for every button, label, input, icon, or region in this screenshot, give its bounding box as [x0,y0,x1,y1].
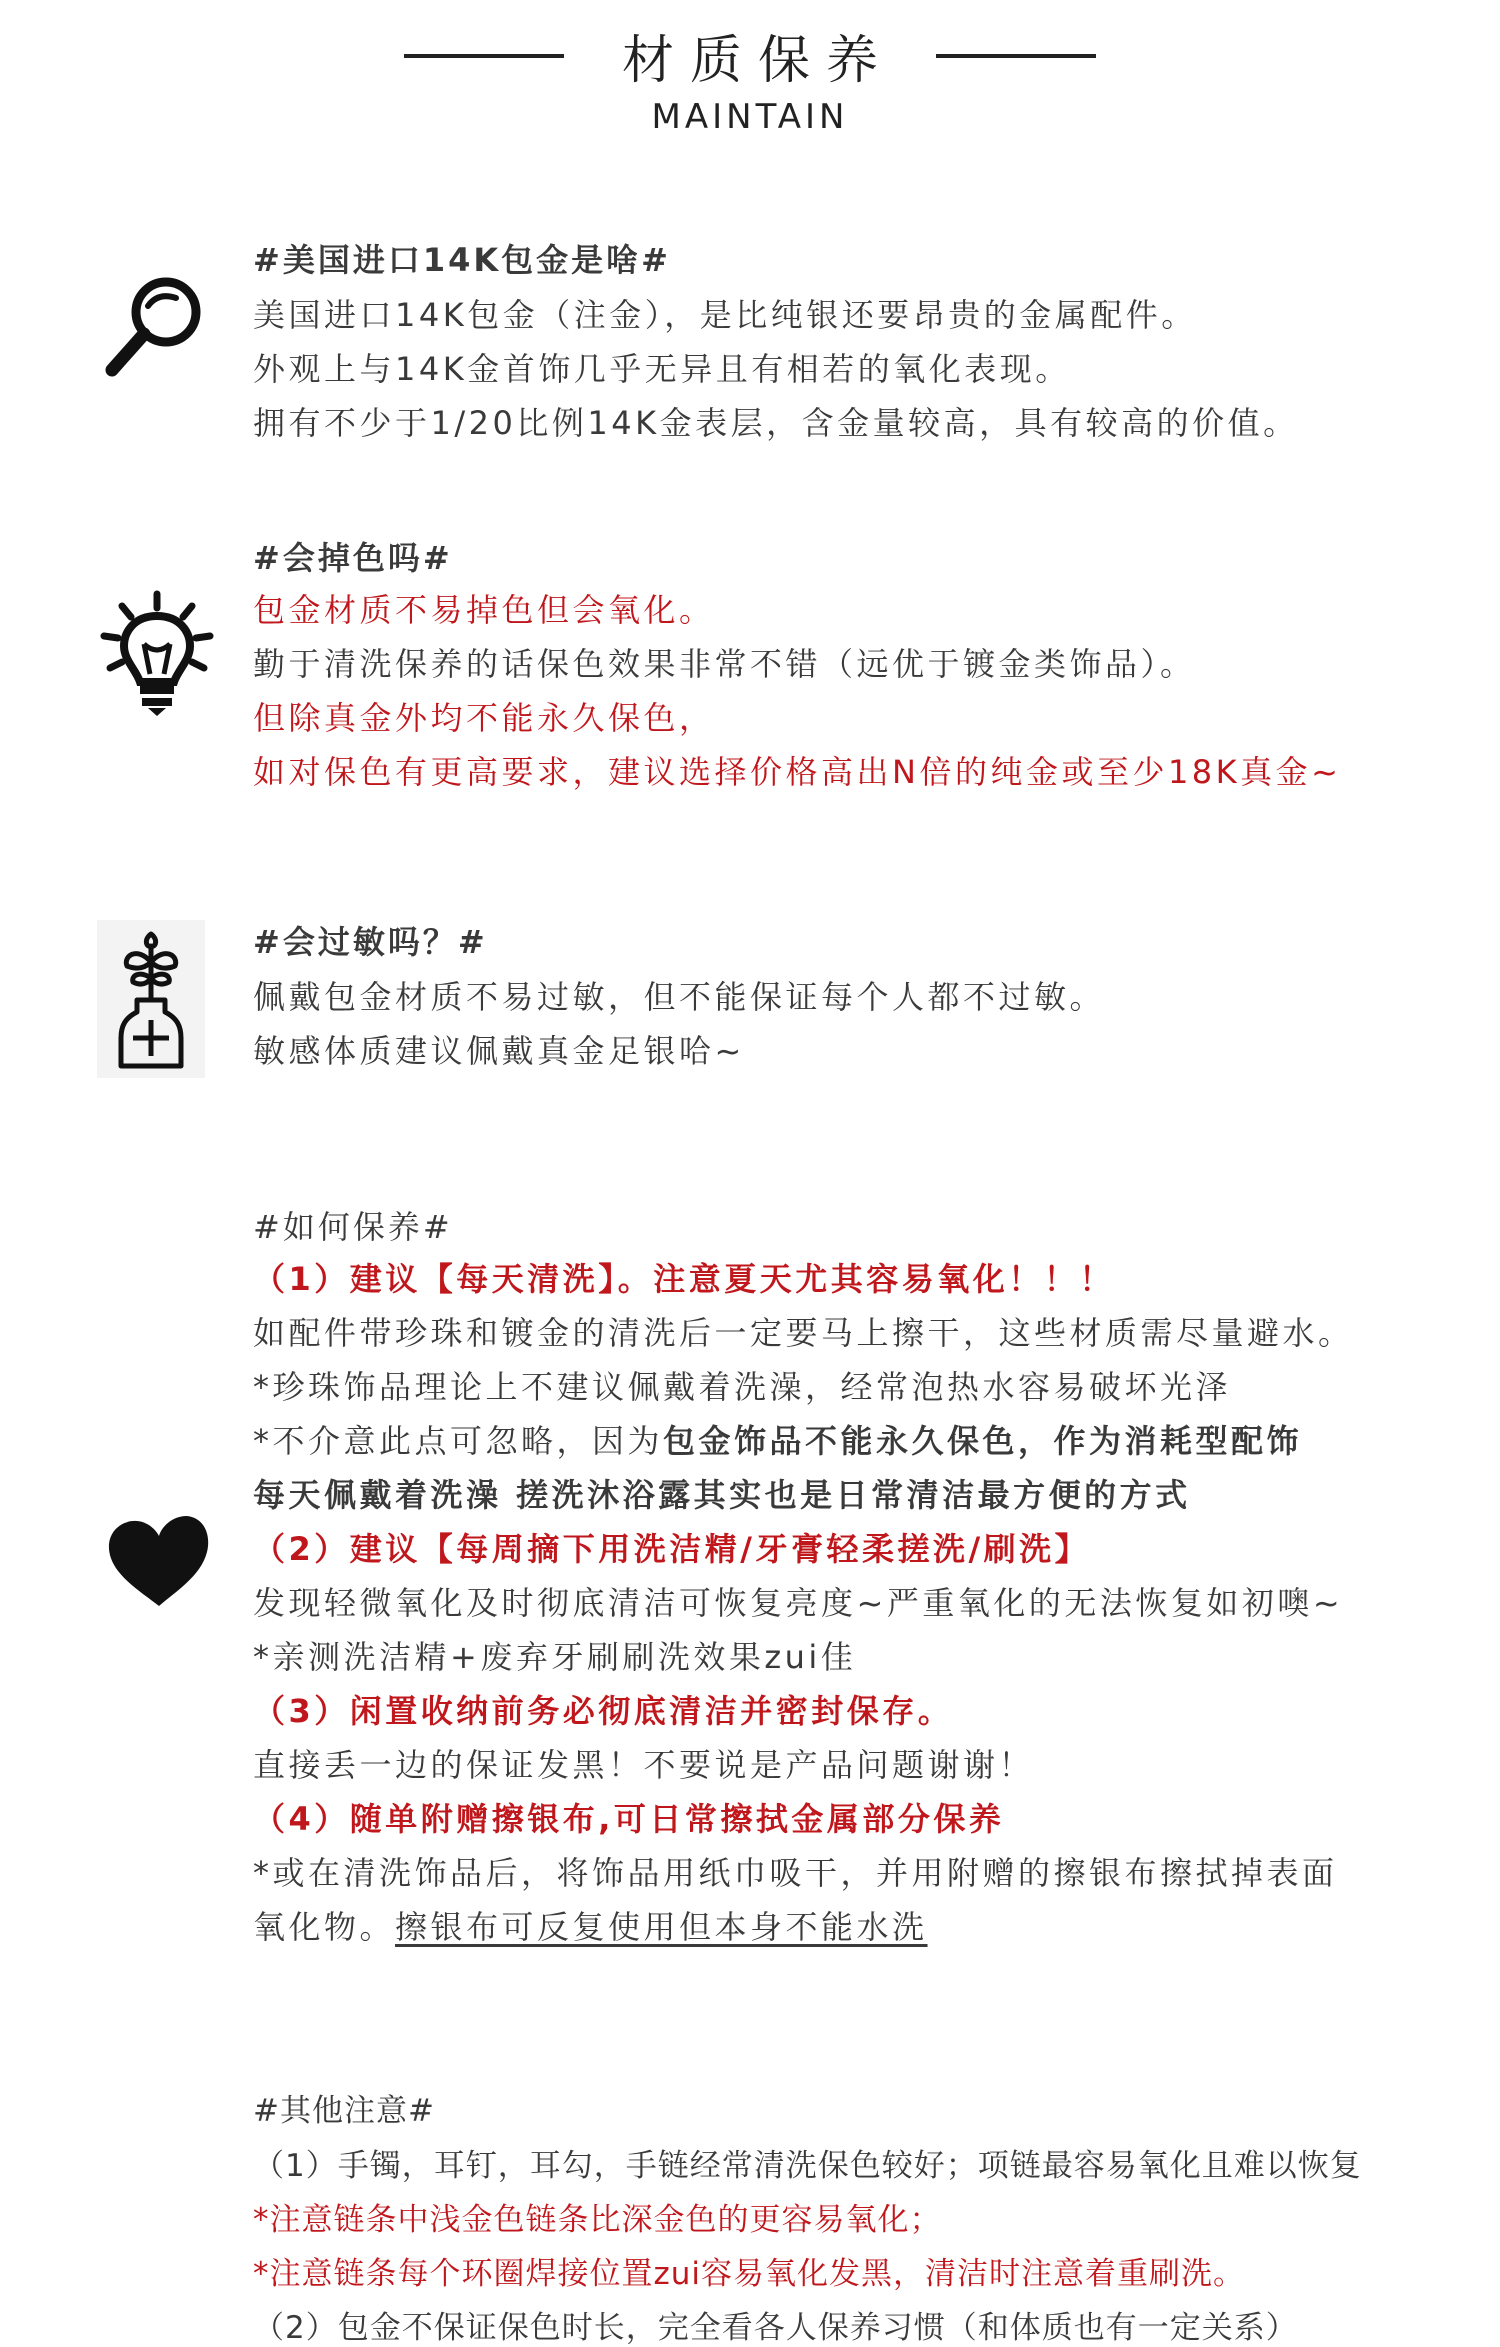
section4-line: 发现轻微氧化及时彻底清洁可恢复亮度~严重氧化的无法恢复如初噢~ [253,1584,1344,1622]
title-right-rule [936,54,1096,58]
page-subtitle: MAINTAIN [651,97,849,137]
section4-line: *珍珠饰品理论上不建议佩戴着洗澡，经常泡热水容易破坏光泽 [253,1368,1232,1406]
section4-line: （2）建议【每周摘下用洗洁精/牙膏轻柔搓洗/刷洗】 [253,1530,1091,1568]
section3-line: 佩戴包金材质不易过敏，但不能保证每个人都不过敏。 [253,978,1106,1016]
section4-line-mixed [253,1416,1302,1462]
section5-line: *注意链条中浅金色链条比深金色的更容易氧化； [253,2202,942,2238]
section-title-fading: #会掉色吗# [253,539,453,577]
section1-line: 拥有不少于1/20比例14K金表层，含金量较高，具有较高的价值。 [253,404,1299,442]
section4-line-mixed [253,1902,928,1948]
section4-line: 直接丢一边的保证发黑！不要说是产品问题谢谢！ [253,1746,1035,1784]
lightbulb-icon [98,590,216,718]
magnifier-icon [100,270,210,385]
section4-text: *不介意此点可忽略，因为 [253,1422,664,1460]
section2-line: 包金材质不易掉色但会氧化。 [253,591,715,629]
title-row [0,18,1500,93]
title-left-rule [404,54,564,58]
section3-line: 敏感体质建议佩戴真金足银哈~ [253,1032,745,1070]
section4-line: *亲测洗洁精+废弃牙刷刷洗效果zui佳 [253,1638,857,1676]
section-title-maintenance: #如何保养# [253,1208,453,1246]
section4-line: （4）随单附赠擦银布,可日常擦拭金属部分保养 [253,1800,1005,1838]
section5-line: （1）手镯，耳钉，耳勾，手链经常清洗保色较好；项链最容易氧化且难以恢复 [253,2148,1362,2184]
section4-text: 氧化物。 [253,1908,396,1946]
heart-icon [103,1510,213,1610]
section5-line: *注意链条每个环圈焊接位置zui容易氧化发黑，清洁时注意着重刷洗。 [253,2256,1246,2292]
section4-line: *或在清洗饰品后，将饰品用纸巾吸干，并用附赠的擦银布擦拭掉表面 [253,1854,1338,1892]
section1-line: 外观上与14K金首饰几乎无异且有相若的氧化表现。 [253,350,1071,388]
section5-line: （2）包金不保证保色时长，完全看各人保养习惯（和体质也有一定关系） [253,2310,1298,2346]
section4-line: （1）建议【每天清洗】。注意夏天尤其容易氧化！！！ [253,1260,1115,1298]
section4-bold-text: 包金饰品不能永久保色，作为消耗型配饰 [663,1422,1303,1460]
section4-line: （3）闲置收纳前务必彻底清洁并密封保存。 [253,1692,954,1730]
plant-bottle-icon [97,920,205,1078]
section-title-other-notes: #其他注意# [253,2093,435,2129]
section4-line: 每天佩戴着洗澡 搓洗沐浴露其实也是日常清洁最方便的方式 [253,1476,1191,1514]
section4-underlined-text: 擦银布可反复使用但本身不能水洗 [395,1908,928,1946]
section-title-allergy: #会过敏吗？# [253,923,488,961]
section2-line: 但除真金外均不能永久保色， [253,699,715,737]
section2-line: 勤于清洗保养的话保色效果非常不错（远优于镀金类饰品）。 [253,645,1196,683]
page-header [0,18,1500,137]
section2-line: 如对保色有更高要求，建议选择价格高出N倍的纯金或至少18K真金~ [253,753,1342,791]
section1-line: 美国进口14K包金（注金），是比纯银还要昂贵的金属配件。 [253,296,1197,334]
section-title-what-is: #美国进口14K包金是啥# [253,241,671,279]
section4-line: 如配件带珍珠和镀金的清洗后一定要马上擦干，这些材质需尽量避水。 [253,1314,1354,1352]
page-title: 材质保养 [621,31,894,91]
